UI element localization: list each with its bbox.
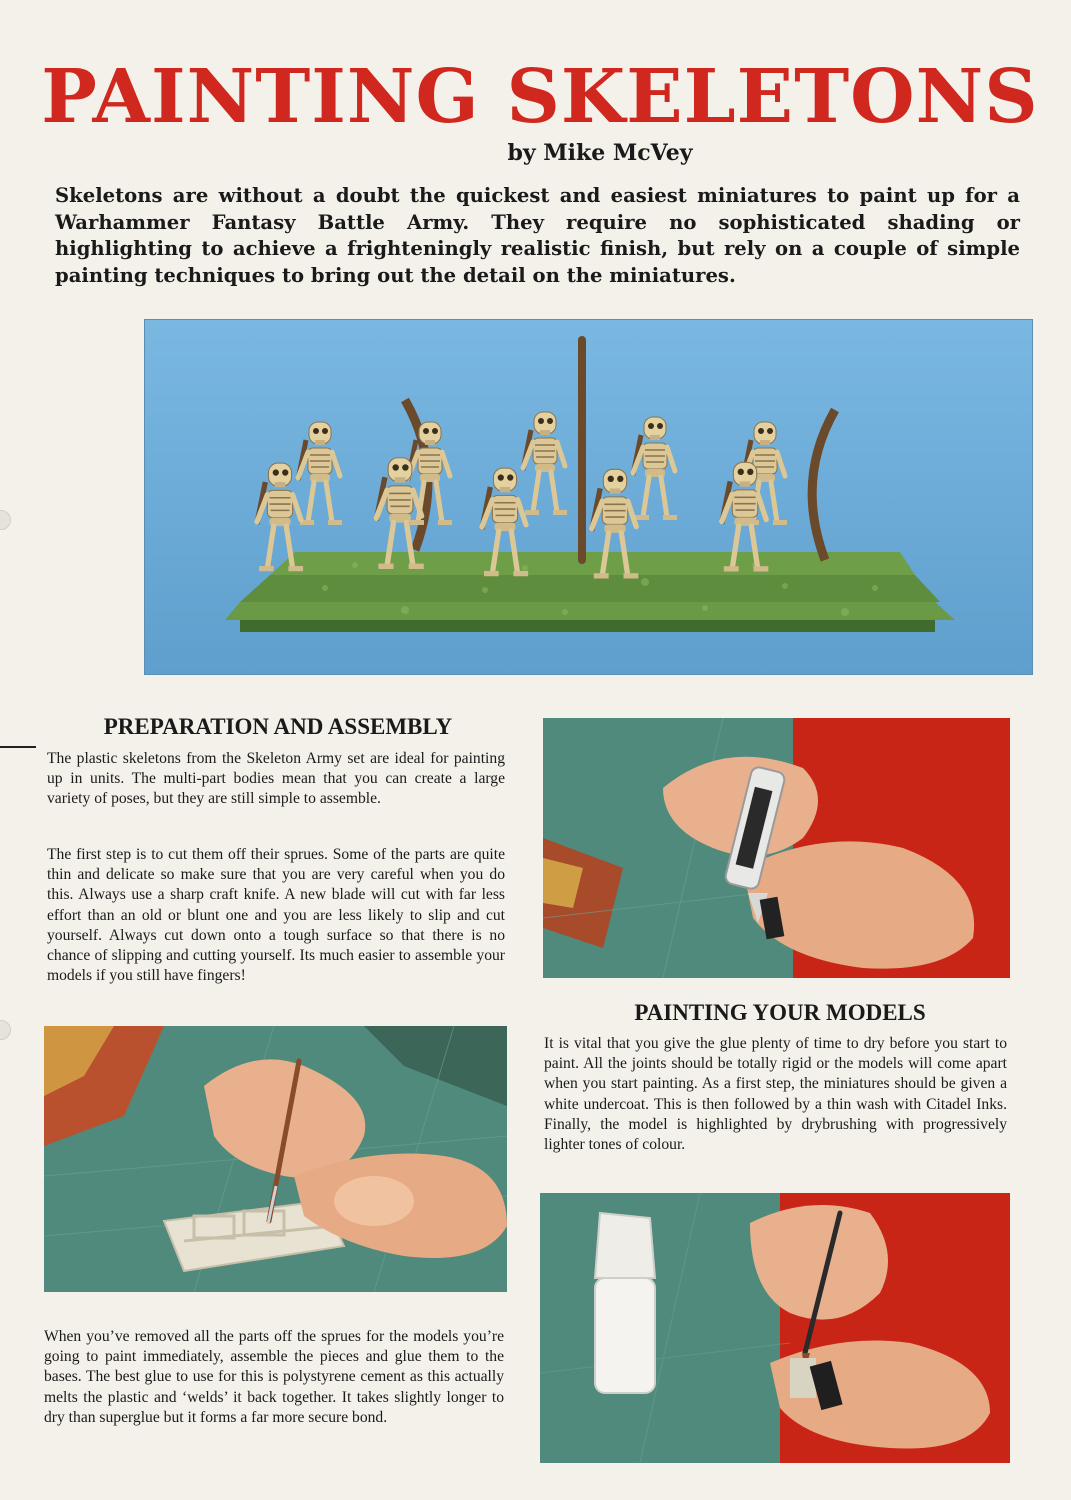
- gluing-photo: [543, 718, 1010, 978]
- preparation-heading: PREPARATION AND ASSEMBLY: [103, 714, 453, 739]
- article-title: PAINTING SKELETONS: [41, 54, 1039, 140]
- preparation-paragraph-2: The first step is to cut them off their sprues. Some of the parts are quite thin and delicate so make sure that you are very careful when you do this. Always use a sharp craft knife. A new blade will cut with far less effort than an old or blunt one and you are less likely to slip and cut yourself. Always cut down onto a tough surface so that there is no chance of slipping and cutting yourself. Its much easier to assemble your models if you still have fingers!: [47, 846, 505, 985]
- binder-hole-top: [0, 510, 11, 530]
- painting-heading: PAINTING YOUR MODELS: [634, 1000, 926, 1025]
- article-byline: by Mike McVey: [507, 140, 693, 166]
- painting-paragraph-1: It is vital that you give the glue plenty of time to dry before you start to paint. All the joints should be totally rigid or the models will come apart when you start painting. As a first step, the miniatures should be given a white undercoat. This is then followed by a thin wash with Citadel Inks. Finally, the model is highlighted by drybrushing with progressively lighter tones of colour.: [544, 1035, 1007, 1154]
- margin-rule: [0, 746, 36, 748]
- preparation-paragraph-1: The plastic skeletons from the Skeleton Army set are ideal for painting up in units. The multi-part bodies mean that you can create a large variety of poses, but they are still simple to assemble.: [47, 750, 505, 808]
- cutting-sprue-photo: [44, 1026, 507, 1292]
- article-intro: Skeletons are without a doubt the quickest and easiest miniatures to paint up for a Warhammer Fantasy Battle Army. They require no sophisticated shading or highlighting to achieve a frighteningly realistic finish, but rely on a couple of simple painting techniques to bring out the detail on the miniatures.: [55, 184, 1020, 287]
- painting-photo: [540, 1193, 1010, 1463]
- preparation-paragraph-3: When you’ve removed all the parts off the sprues for the models you’re going to paint immediately, assemble the pieces and glue them to the bases. The best glue to use for this is polystyrene cement as this actually melts the plastic and ‘welds’ it back together. It takes slightly longer to dry than superglue but it forms a far more secure bond.: [44, 1328, 504, 1426]
- skeleton-regiment-photo: [144, 319, 1033, 675]
- binder-hole-bottom: [0, 1020, 11, 1040]
